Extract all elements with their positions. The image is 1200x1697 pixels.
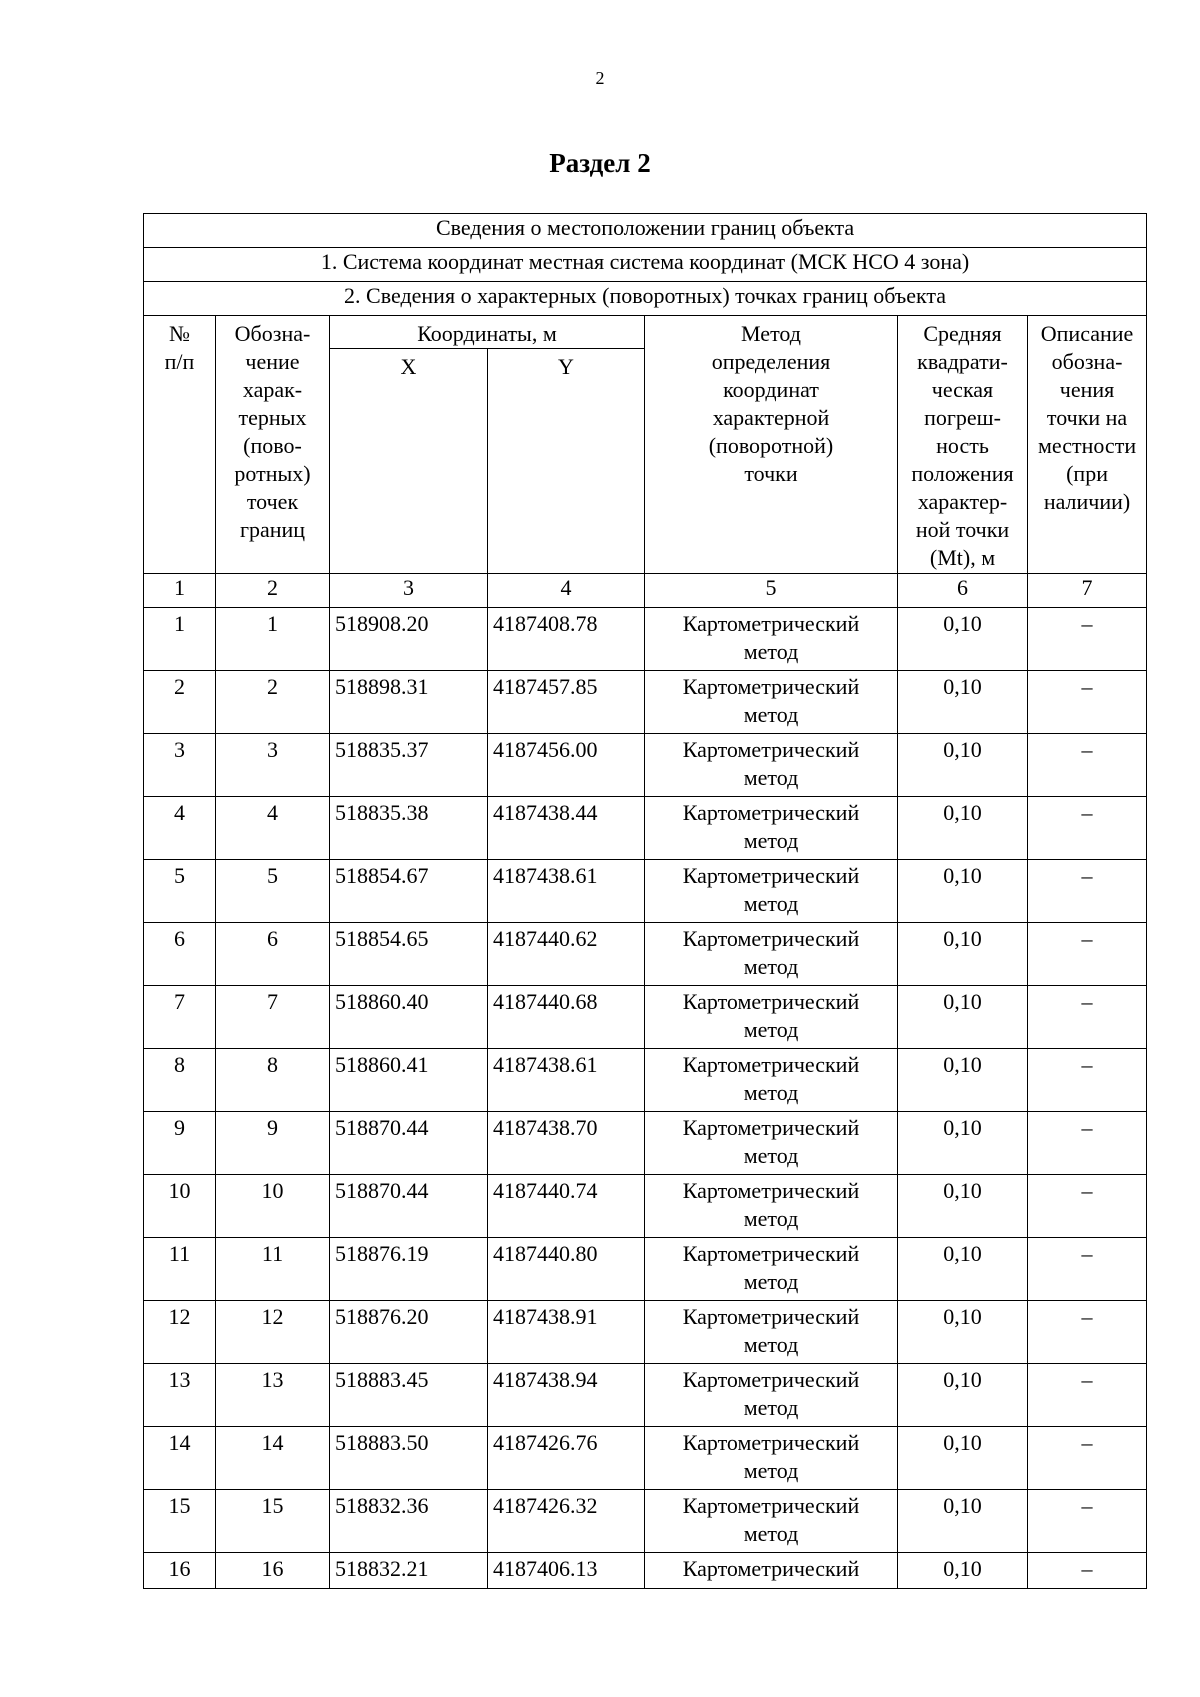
cell-coordinate-x: 518870.44 [330,1112,488,1175]
cell-method [645,1427,898,1490]
table-row [144,986,1147,1049]
cell-coordinate-x: 518898.31 [330,671,488,734]
cell-coordinate-x: 518883.50 [330,1427,488,1490]
cell-coordinate-x: 518832.36 [330,1490,488,1553]
cell-coordinate-x: 518870.44 [330,1175,488,1238]
method-line: Картометрический [682,737,860,762]
method-line: метод [743,765,799,790]
cell-row-number: 16 [144,1553,216,1589]
header-line: определения [711,349,831,374]
points-heading-row [144,282,1147,316]
cell-description: – [1028,1301,1147,1364]
header-point-label [216,316,330,574]
cell-point-label: 5 [216,860,330,923]
method-line: Картометрический [682,1304,860,1329]
cell-coordinate-x: 518860.40 [330,986,488,1049]
cell-description: – [1028,671,1147,734]
cell-row-number: 1 [144,608,216,671]
header-mean-error [898,316,1028,574]
cell-coordinate-y: 4187438.91 [488,1301,645,1364]
column-number: 3 [330,574,488,608]
header-line: ческая [931,377,994,402]
cell-description: – [1028,608,1147,671]
cell-description: – [1028,797,1147,860]
table-row [144,860,1147,923]
column-number: 5 [645,574,898,608]
cell-method [645,986,898,1049]
header-method [645,316,898,574]
cell-point-label: 1 [216,608,330,671]
cell-description: – [1028,1175,1147,1238]
cell-coordinate-x: 518883.45 [330,1364,488,1427]
cell-description: – [1028,1553,1147,1589]
column-number: 7 [1028,574,1147,608]
cell-point-label: 6 [216,923,330,986]
cell-description: – [1028,986,1147,1049]
cell-point-label: 8 [216,1049,330,1112]
cell-description: – [1028,1490,1147,1553]
cell-coordinate-y: 4187438.70 [488,1112,645,1175]
cell-mean-error: 0,10 [898,1112,1028,1175]
method-line: метод [743,1206,799,1231]
header-line: ротных) [234,461,311,486]
header-line: № [169,321,190,346]
cell-coordinate-x: 518876.20 [330,1301,488,1364]
cell-coordinate-y: 4187456.00 [488,734,645,797]
cell-coordinate-y: 4187438.61 [488,1049,645,1112]
cell-description: – [1028,923,1147,986]
cell-row-number: 4 [144,797,216,860]
header-line: Средняя [923,321,1002,346]
method-line: Картометрический [682,800,860,825]
cell-coordinate-y: 4187438.94 [488,1364,645,1427]
cell-description: – [1028,1427,1147,1490]
header-line: положения [911,461,1014,486]
cell-mean-error: 0,10 [898,1427,1028,1490]
section-title: Раздел 2 [549,148,651,178]
header-row [144,316,1147,349]
cell-mean-error: 0,10 [898,1175,1028,1238]
header-line: погреш- [924,405,1001,430]
header-line: квадрати- [917,349,1008,374]
cell-row-number: 13 [144,1364,216,1427]
method-line: Картометрический [682,926,860,951]
header-line: чение [245,349,300,374]
coordinate-system-line: 1. Система координат местная система координат (МСК НСО 4 зона) [144,248,1147,282]
method-line: Картометрический [682,1493,860,1518]
boundary-points-table [143,213,1147,1589]
column-number: 6 [898,574,1028,608]
cell-mean-error: 0,10 [898,608,1028,671]
method-line: Картометрический [682,1115,860,1140]
cell-row-number: 6 [144,923,216,986]
method-line: метод [743,639,799,664]
cell-mean-error: 0,10 [898,734,1028,797]
header-line: (пово- [243,433,302,458]
cell-method [645,1175,898,1238]
cell-mean-error: 0,10 [898,1049,1028,1112]
header-line: характер- [917,489,1008,514]
header-line: обозна- [1051,349,1123,374]
table-row [144,1427,1147,1490]
cell-coordinate-y: 4187438.61 [488,860,645,923]
cell-row-number: 5 [144,860,216,923]
header-line: местности [1038,433,1137,458]
table-row [144,1049,1147,1112]
cell-row-number: 12 [144,1301,216,1364]
method-line: метод [743,702,799,727]
cell-coordinate-y: 4187440.68 [488,986,645,1049]
cell-coordinate-x: 518854.67 [330,860,488,923]
cell-row-number: 11 [144,1238,216,1301]
table-banner-row [144,214,1147,248]
method-line: Картометрический [682,1052,860,1077]
coordinate-system-row [144,248,1147,282]
cell-point-label: 9 [216,1112,330,1175]
table-row [144,1112,1147,1175]
cell-method [645,734,898,797]
method-line: Картометрический [682,1367,860,1392]
cell-mean-error: 0,10 [898,1238,1028,1301]
header-line: (при [1066,461,1108,486]
header-line: точки [744,461,798,486]
cell-description: – [1028,1364,1147,1427]
table-row [144,1301,1147,1364]
column-number: 1 [144,574,216,608]
method-line: метод [743,891,799,916]
cell-method [645,860,898,923]
cell-coordinate-x: 518832.21 [330,1553,488,1589]
method-line: Картометрический [682,1556,860,1581]
method-line: метод [743,1080,799,1105]
table-row [144,671,1147,734]
header-line: Описание [1040,321,1134,346]
cell-row-number: 3 [144,734,216,797]
cell-coordinate-x: 518835.38 [330,797,488,860]
table-banner: Сведения о местоположении границ объекта [144,214,1147,248]
method-line: метод [743,828,799,853]
cell-description: – [1028,860,1147,923]
table-row [144,1238,1147,1301]
header-x: X [330,349,488,574]
cell-description: – [1028,1238,1147,1301]
cell-point-label: 15 [216,1490,330,1553]
cell-method [645,1553,898,1589]
cell-mean-error: 0,10 [898,986,1028,1049]
cell-row-number: 8 [144,1049,216,1112]
cell-point-label: 16 [216,1553,330,1589]
cell-coordinate-y: 4187440.74 [488,1175,645,1238]
cell-point-label: 4 [216,797,330,860]
cell-point-label: 7 [216,986,330,1049]
cell-coordinate-x: 518908.20 [330,608,488,671]
header-line: ность [936,433,989,458]
method-line: метод [743,1269,799,1294]
cell-row-number: 9 [144,1112,216,1175]
cell-point-label: 10 [216,1175,330,1238]
page-number: 2 [595,68,605,88]
cell-row-number: 10 [144,1175,216,1238]
header-line: (Mt), м [929,545,996,570]
cell-coordinate-y: 4187426.76 [488,1427,645,1490]
header-line: границ [239,517,306,542]
cell-coordinate-x: 518860.41 [330,1049,488,1112]
cell-method [645,1364,898,1427]
cell-point-label: 12 [216,1301,330,1364]
cell-coordinate-x: 518876.19 [330,1238,488,1301]
cell-method [645,1490,898,1553]
cell-method [645,1238,898,1301]
cell-mean-error: 0,10 [898,671,1028,734]
cell-row-number: 7 [144,986,216,1049]
header-line: координат [723,377,819,402]
header-line: харак- [242,377,303,402]
cell-description: – [1028,1049,1147,1112]
cell-coordinate-y: 4187440.62 [488,923,645,986]
method-line: Картометрический [682,863,860,888]
method-line: Картометрический [682,989,860,1014]
method-line: Картометрический [682,674,860,699]
table-row [144,1490,1147,1553]
header-line: наличии) [1043,489,1131,514]
table-row [144,923,1147,986]
method-line: метод [743,1017,799,1042]
header-line: характерной [712,405,830,430]
cell-coordinate-y: 4187408.78 [488,608,645,671]
cell-point-label: 2 [216,671,330,734]
header-line: п/п [164,349,195,374]
cell-point-label: 14 [216,1427,330,1490]
header-y: Y [488,349,645,574]
header-line: Обозна- [234,321,311,346]
header-number [144,316,216,574]
header-description [1028,316,1147,574]
cell-point-label: 3 [216,734,330,797]
cell-coordinate-x: 518835.37 [330,734,488,797]
cell-method [645,1049,898,1112]
cell-method [645,797,898,860]
cell-coordinate-x: 518854.65 [330,923,488,986]
cell-mean-error: 0,10 [898,797,1028,860]
cell-mean-error: 0,10 [898,1553,1028,1589]
method-line: метод [743,954,799,979]
method-line: метод [743,1521,799,1546]
header-line: (поворотной) [708,433,834,458]
table-row [144,1175,1147,1238]
cell-coordinate-y: 4187457.85 [488,671,645,734]
table-row [144,608,1147,671]
cell-mean-error: 0,10 [898,1364,1028,1427]
header-line: точек [246,489,299,514]
cell-coordinate-y: 4187406.13 [488,1553,645,1589]
cell-row-number: 2 [144,671,216,734]
cell-point-label: 13 [216,1364,330,1427]
cell-coordinate-y: 4187426.32 [488,1490,645,1553]
table-row [144,734,1147,797]
header-line: Метод [741,321,801,346]
cell-mean-error: 0,10 [898,923,1028,986]
cell-mean-error: 0,10 [898,1301,1028,1364]
header-line: терных [238,405,307,430]
cell-method [645,608,898,671]
cell-row-number: 14 [144,1427,216,1490]
cell-method [645,923,898,986]
cell-description: – [1028,1112,1147,1175]
method-line: метод [743,1395,799,1420]
table-row [144,1553,1147,1589]
cell-method [645,671,898,734]
method-line: Картометрический [682,1430,860,1455]
method-line: метод [743,1332,799,1357]
header-line: ной точки [915,517,1010,542]
cell-mean-error: 0,10 [898,860,1028,923]
method-line: Картометрический [682,611,860,636]
method-line: Картометрический [682,1178,860,1203]
cell-row-number: 15 [144,1490,216,1553]
cell-mean-error: 0,10 [898,1490,1028,1553]
method-line: Картометрический [682,1241,860,1266]
points-heading-line: 2. Сведения о характерных (поворотных) точках границ объекта [144,282,1147,316]
column-number: 4 [488,574,645,608]
column-number: 2 [216,574,330,608]
header-line: точки на [1046,405,1128,430]
cell-coordinate-y: 4187440.80 [488,1238,645,1301]
cell-coordinate-y: 4187438.44 [488,797,645,860]
cell-method [645,1301,898,1364]
table-row [144,1364,1147,1427]
cell-method [645,1112,898,1175]
header-coordinates: Координаты, м [330,316,645,349]
table-row [144,797,1147,860]
header-line: чения [1059,377,1115,402]
method-line: метод [743,1458,799,1483]
cell-description: – [1028,734,1147,797]
column-number-row [144,574,1147,608]
cell-point-label: 11 [216,1238,330,1301]
method-line: метод [743,1143,799,1168]
